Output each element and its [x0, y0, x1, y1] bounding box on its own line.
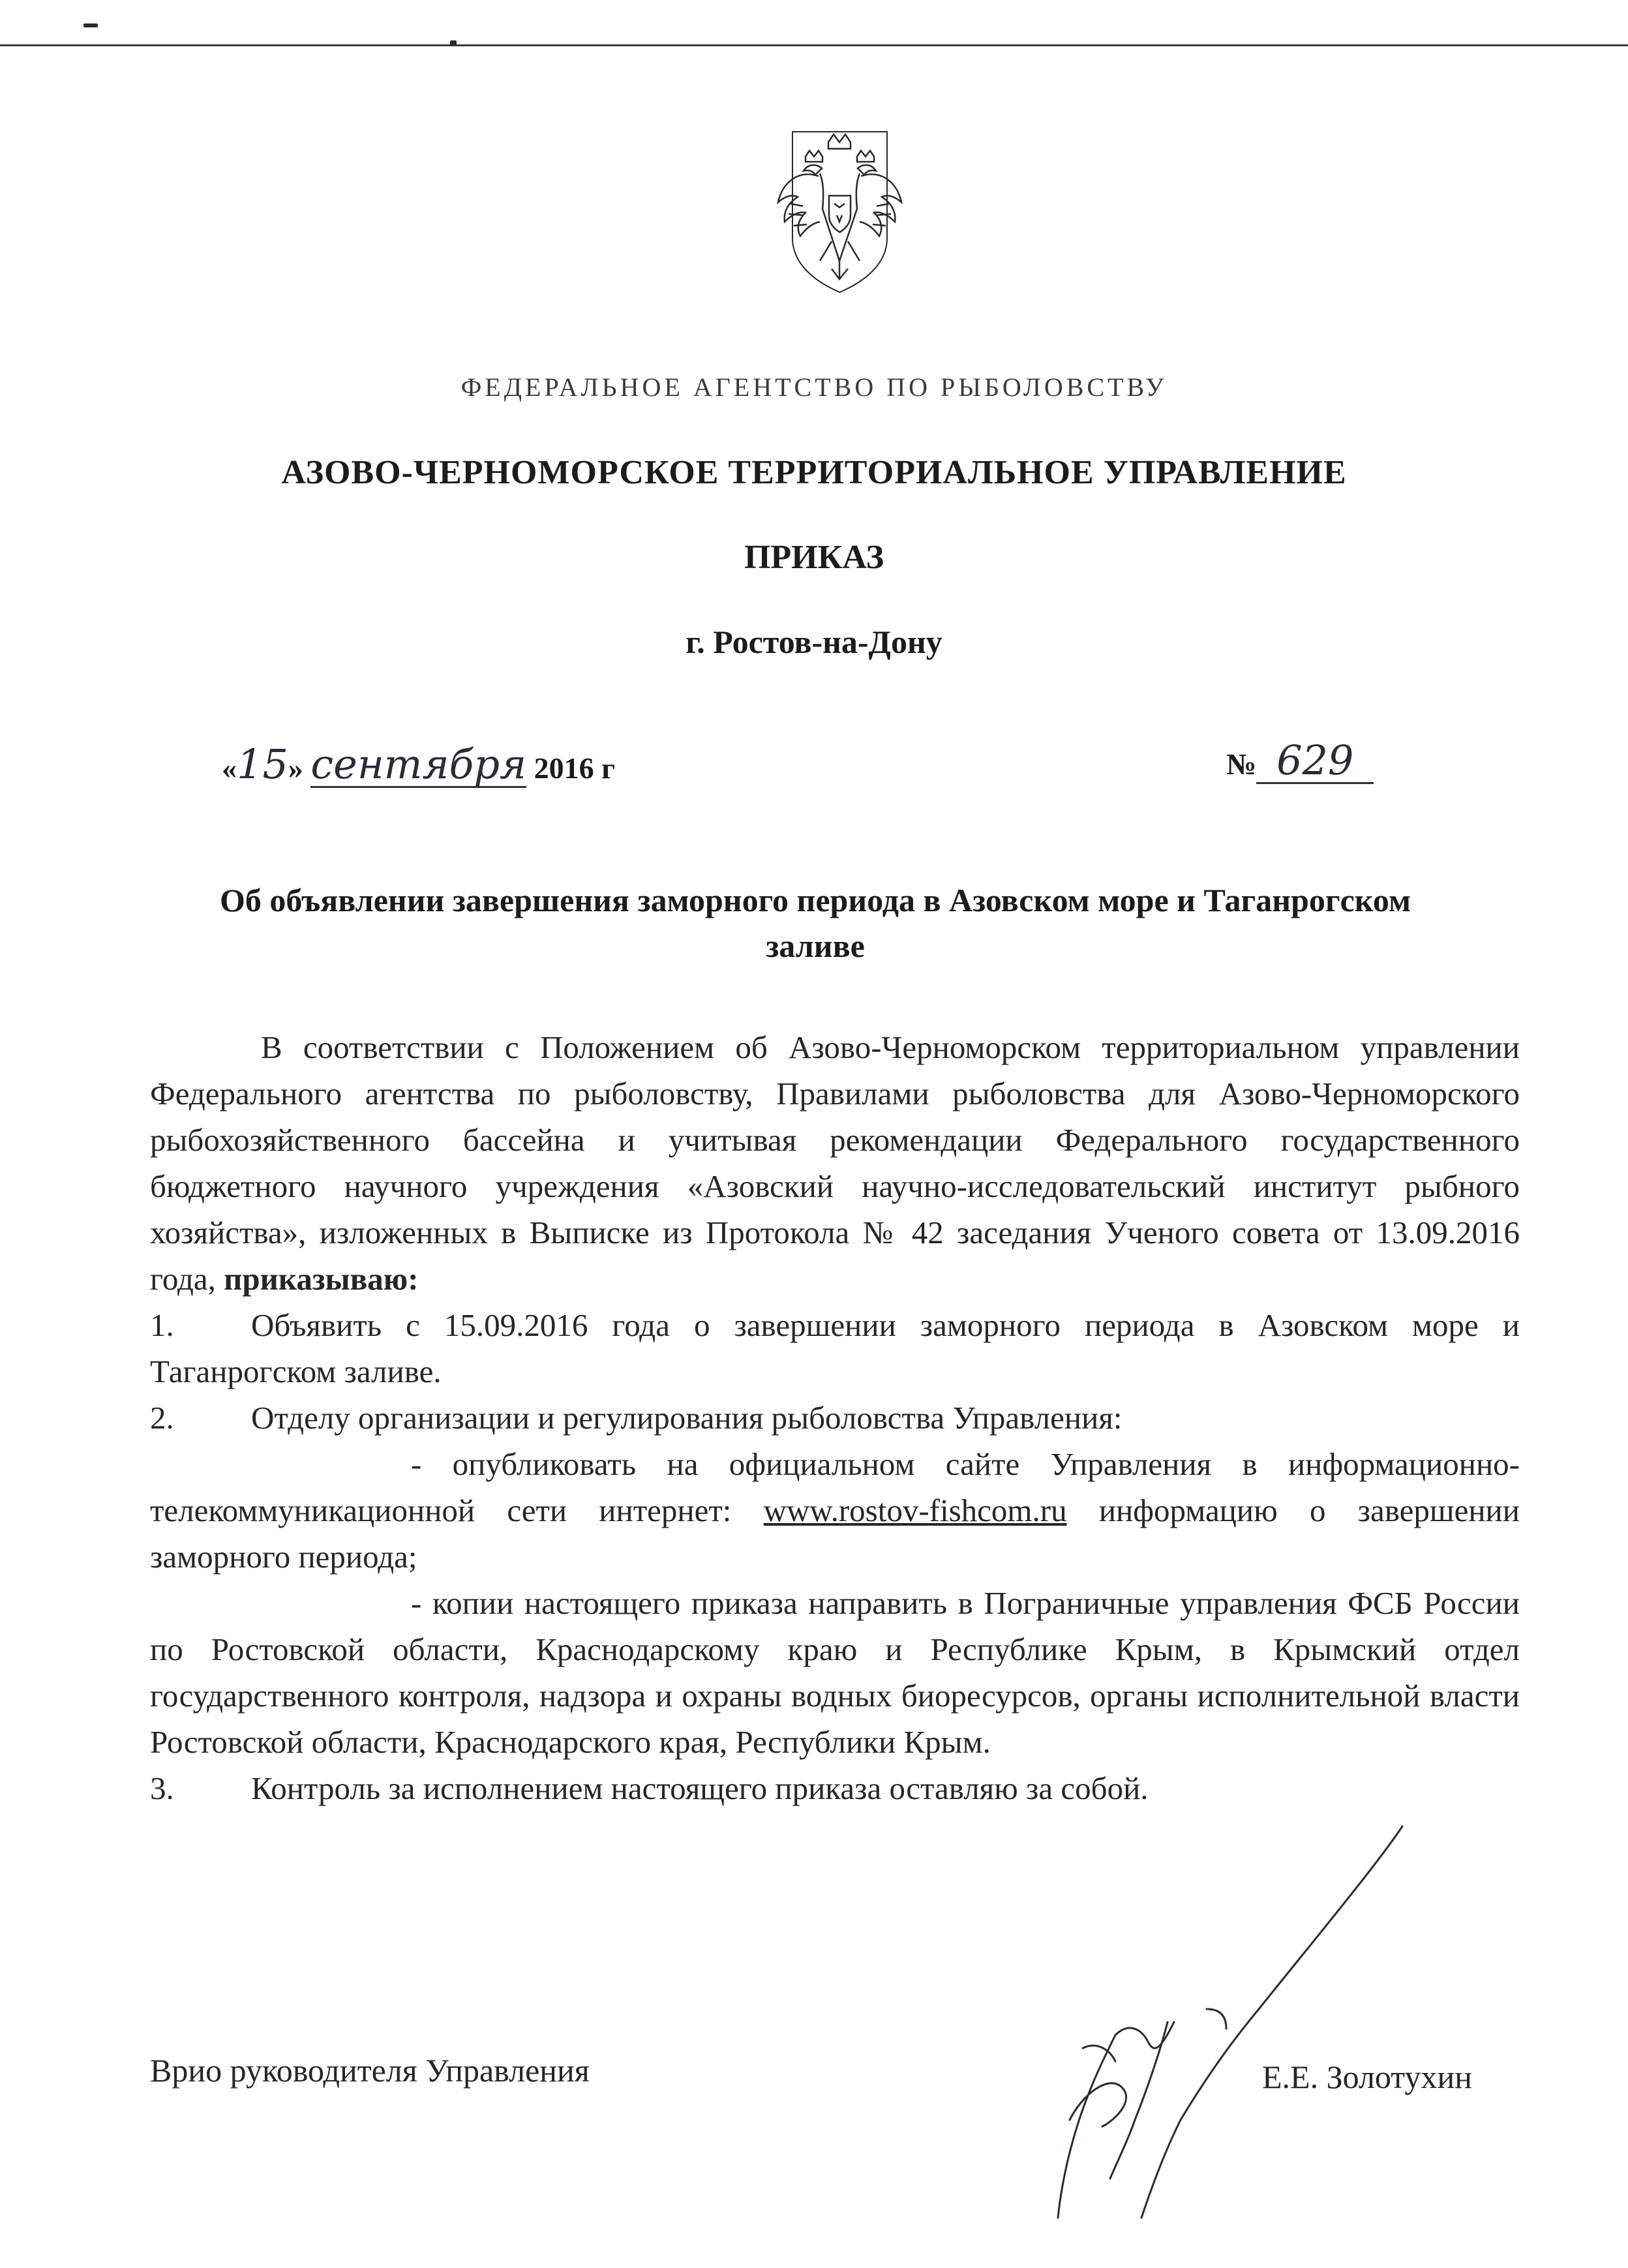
order-subject: Об объявлении завершения заморного периода в Азовском море и Таганрогском заливе [219, 882, 1411, 964]
date-year: 2016 г [534, 751, 615, 785]
signatory-name: Е.Е. Золотухин [1262, 2059, 1472, 2095]
website-link[interactable]: www.rostov-fishcom.ru [763, 1492, 1067, 1528]
signatory-role: Врио руководителя Управления [150, 2052, 590, 2089]
date-month: сентября [310, 740, 527, 788]
city: г. Ростов-на-Дону [686, 624, 942, 660]
item-number: 2. [150, 1400, 174, 1436]
coat-of-arms-emblem [766, 130, 913, 294]
sub-item [150, 1580, 1520, 1765]
handwritten-signature [920, 1813, 1455, 2231]
item-text: Контроль за исполнением настоящего приказа оставляю за собой. [251, 1770, 1149, 1806]
item-text: Объявить с 15.09.2016 года о завершении заморного периода в Азовском море и Таганрогском заливе. [150, 1307, 1520, 1389]
scan-speck [450, 40, 457, 46]
number-sign: № [1226, 748, 1257, 781]
sub-item-text: - копии настоящего приказа направить в Пограничные управления ФСБ России по Ростовской области, Краснодарскому краю и Республике Крым, в Крымский отдел государственного контроля, надзора и охраны водных биоресурсов, органы исполнительной власти Ростовской области, Краснодарского края, Республики Крым. [150, 1585, 1520, 1760]
preamble-paragraph [150, 1024, 1520, 1302]
document-type: ПРИКАЗ [744, 539, 884, 576]
date-day: 15 [237, 740, 288, 788]
scan-speck [83, 23, 98, 27]
order-date [222, 740, 615, 788]
list-item [150, 1302, 1520, 1395]
order-number [1226, 736, 1374, 784]
date-quote-close: » [288, 751, 303, 785]
sub-item-text: - опубликовать на официальном сайте Управления в информационно-телекоммуникационной сети интернет: [150, 1446, 1520, 1528]
list-item [150, 1395, 1520, 1441]
sub-item [150, 1441, 1520, 1580]
item-number: 3. [150, 1770, 174, 1806]
number-value: 629 [1256, 740, 1374, 784]
scan-edge-line [0, 44, 1628, 46]
agency-name: ФЕДЕРАЛЬНОЕ АГЕНТСТВО ПО РЫБОЛОВСТВУ [460, 372, 1168, 402]
sub-item-text: информацию о завершении заморного периода; [150, 1492, 1520, 1575]
date-quote-open: « [222, 751, 237, 785]
order-word: приказываю: [224, 1261, 419, 1297]
department-name: АЗОВО-ЧЕРНОМОРСКОЕ ТЕРРИТОРИАЛЬНОЕ УПРАВЛЕНИЕ [281, 454, 1347, 491]
list-item [150, 1765, 1520, 1811]
order-body [150, 1024, 1520, 1811]
preamble-text: В соответствии с Положением об Азово-Черноморском территориальном управлении Федерального агентства по рыболовству, Правилами рыболовства для Азово-Черноморского рыбохозяйственного бассейна и учитывая рекомендации Федерального государственного бюджетного научного учреждения «Азовский научно-исследовательский институт рыбного хозяйства», изложенных в Выписке из Протокола № 42 заседания Ученого совета от 13.09.2016 года, [150, 1029, 1520, 1297]
item-text: Отделу организации и регулирования рыболовства Управления: [251, 1400, 1123, 1436]
item-number: 1. [150, 1307, 174, 1343]
